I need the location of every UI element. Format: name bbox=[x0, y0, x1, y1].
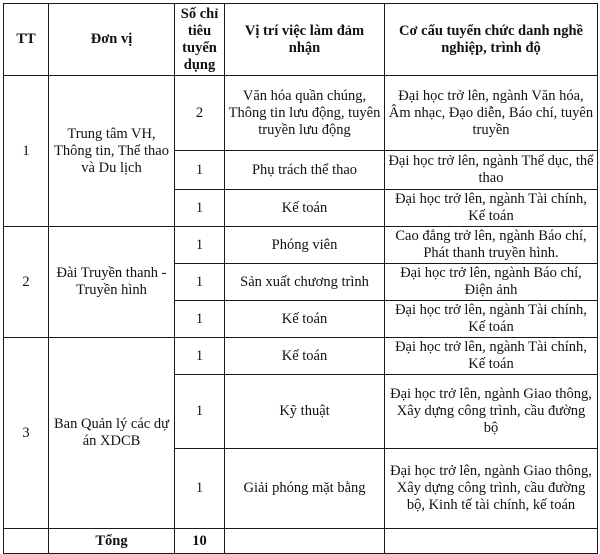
structure-cell: Đại học trở lên, ngành Giao thông, Xây dựng công trình, cầu đường bộ, Kinh tế tài chính, kế toán bbox=[385, 449, 598, 529]
structure-cell: Đại học trở lên, ngành Tài chính, Kế toán bbox=[385, 338, 598, 375]
recruitment-table bbox=[3, 3, 598, 554]
structure-cell: Đại học trở lên, ngành Giao thông, Xây dựng công trình, cầu đường bộ bbox=[385, 375, 598, 449]
unit-cell: Ban Quản lý các dự án XDCB bbox=[49, 338, 175, 529]
total-empty-cell bbox=[225, 529, 385, 554]
quota-cell: 1 bbox=[175, 190, 225, 227]
table-row bbox=[4, 338, 598, 375]
header-position: Vị trí việc làm đảm nhận bbox=[225, 4, 385, 76]
structure-cell: Đại học trở lên, ngành Báo chí, Điện ảnh bbox=[385, 264, 598, 301]
total-label: Tổng bbox=[49, 529, 175, 554]
quota-cell: 1 bbox=[175, 449, 225, 529]
header-unit: Đơn vị bbox=[49, 4, 175, 76]
position-cell: Kế toán bbox=[225, 301, 385, 338]
total-row bbox=[4, 529, 598, 554]
position-cell: Kế toán bbox=[225, 338, 385, 375]
structure-cell: Đại học trở lên, ngành Thể dục, thể thao bbox=[385, 151, 598, 190]
total-empty-cell bbox=[4, 529, 49, 554]
unit-cell: Đài Truyền thanh - Truyền hình bbox=[49, 227, 175, 338]
total-quota: 10 bbox=[175, 529, 225, 554]
header-tt: TT bbox=[4, 4, 49, 76]
position-cell: Văn hóa quần chúng, Thông tin lưu động, tuyên truyền lưu động bbox=[225, 76, 385, 151]
quota-cell: 2 bbox=[175, 76, 225, 151]
quota-cell: 1 bbox=[175, 264, 225, 301]
quota-cell: 1 bbox=[175, 301, 225, 338]
position-cell: Kế toán bbox=[225, 190, 385, 227]
quota-cell: 1 bbox=[175, 151, 225, 190]
position-cell: Giải phóng mặt bằng bbox=[225, 449, 385, 529]
position-cell: Phóng viên bbox=[225, 227, 385, 264]
tt-cell: 1 bbox=[4, 76, 49, 227]
structure-cell: Đại học trở lên, ngành Tài chính, Kế toán bbox=[385, 301, 598, 338]
table-row bbox=[4, 227, 598, 264]
tt-cell: 3 bbox=[4, 338, 49, 529]
position-cell: Phụ trách thể thao bbox=[225, 151, 385, 190]
quota-cell: 1 bbox=[175, 227, 225, 264]
table-row bbox=[4, 76, 598, 151]
header-structure: Cơ cấu tuyển chức danh nghề nghiệp, trình độ bbox=[385, 4, 598, 76]
quota-cell: 1 bbox=[175, 375, 225, 449]
position-cell: Kỹ thuật bbox=[225, 375, 385, 449]
tt-cell: 2 bbox=[4, 227, 49, 338]
unit-cell: Trung tâm VH, Thông tin, Thể thao và Du lịch bbox=[49, 76, 175, 227]
header-row bbox=[4, 4, 598, 76]
structure-cell: Đại học trở lên, ngành Văn hóa, Âm nhạc, Đạo diễn, Báo chí, tuyên truyền bbox=[385, 76, 598, 151]
structure-cell: Cao đẳng trở lên, ngành Báo chí, Phát thanh truyền hình. bbox=[385, 227, 598, 264]
header-quota: Số chỉ tiêu tuyển dụng bbox=[175, 4, 225, 76]
quota-cell: 1 bbox=[175, 338, 225, 375]
structure-cell: Đại học trở lên, ngành Tài chính, Kế toán bbox=[385, 190, 598, 227]
total-empty-cell bbox=[385, 529, 598, 554]
position-cell: Sản xuất chương trình bbox=[225, 264, 385, 301]
